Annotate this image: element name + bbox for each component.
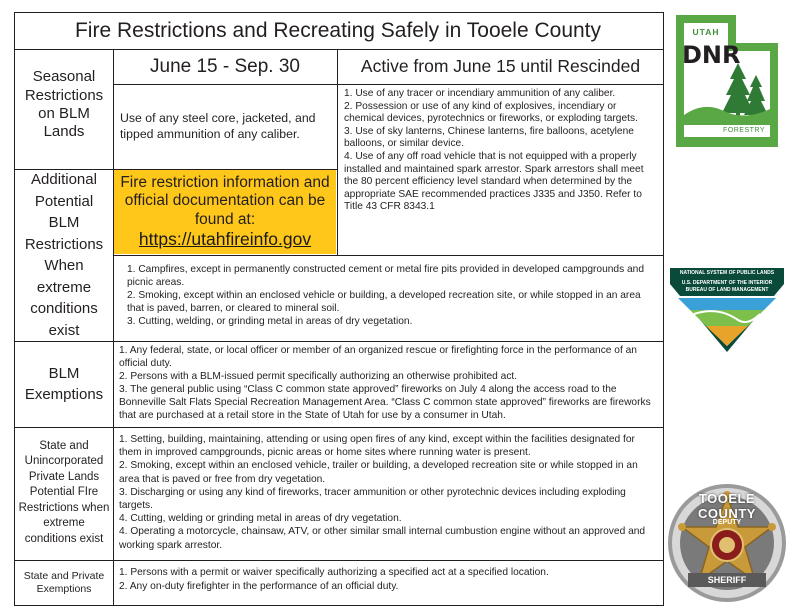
- seasonal-ammo-restriction: Use of any steel core, jacketed, and tipped ammunition of any caliber.: [120, 111, 316, 141]
- page-title: Fire Restrictions and Recreating Safely in Tooele County: [74, 19, 602, 42]
- list-item: 4. Cutting, welding or grinding metal in areas of dry vegetation.: [119, 513, 402, 525]
- sheriff-top-text: TOOELE COUNTY: [698, 491, 756, 521]
- list-item: 2. Possession or use of any kind of explosives, incendiary or chemical devices, pyrotechnics or fireworks, or exploding targets.: [344, 100, 638, 125]
- list-item: 1. Persons with a permit or waiver specifically authorizing a specified act at a specified location.: [119, 567, 549, 578]
- list-item: 1. Setting, building, maintaining, attending or using open fires of any kind, except within the facilities designated for them in improved campgrounds, picnic areas or home sites where running water is present.: [119, 434, 635, 459]
- blm-exemptions-list: [115, 344, 663, 422]
- label-additional: Additional Potential BLM Restrictions When extreme conditions exist: [24, 171, 104, 339]
- utahfireinfo-link[interactable]: https://utahfireinfo.gov: [138, 229, 312, 250]
- dnr-bottom-text: FORESTRY: [723, 127, 765, 134]
- list-item: 3. The general public using “Class C common state approved” fireworks on July 4 along the access road to the Bonneville Salt Flats Special Recreation Management Area. “Class C common state approved” fireworks are fireworks that are purchased at a retail store in the State of Utah for use by a consumer in Utah.: [119, 384, 651, 421]
- list-item: 1. Campfires, except in permanently constructed cement or metal fire pits provided in developed campgrounds and picnic areas.: [127, 264, 645, 288]
- state-exemptions-list: [115, 566, 663, 593]
- header-active: Active from June 15 until Rescinded: [360, 56, 641, 76]
- dnr-main-text: DNR: [682, 41, 741, 69]
- list-item: 3. Discharging or using any kind of fireworks, tracer ammunition or other pyrotechnic devices including exploding targets.: [119, 486, 626, 512]
- blm-top-text: NATIONAL SYSTEM OF PUBLIC LANDS: [679, 270, 775, 276]
- list-item: 1. Use of any tracer or incendiary ammunition of any caliber.: [344, 88, 616, 99]
- additional-restrictions-list: [123, 263, 661, 328]
- label-state-exemptions: State and Private Exemptions: [23, 570, 105, 595]
- list-item: 2. Persons with a BLM-issued permit specifically authorizing an otherwise prohibited act.: [119, 371, 518, 382]
- info-box: [114, 170, 336, 254]
- blm-line1-text: U.S. DEPARTMENT OF THE INTERIOR: [681, 280, 773, 286]
- list-item: 2. Smoking, except within an enclosed vehicle, trailer or building, a developed recreation site or while stopped in an area that is paved or free from dry vegetation.: [119, 460, 638, 485]
- label-state-potential: State and Unincorporated Private Lands Potential FIre Restrictions when extreme conditions exist: [18, 439, 110, 545]
- dnr-top-text: UTAH: [692, 27, 720, 37]
- list-item: 1. Any federal, state, or local officer or member of an organized rescue or firefighting force in the performance of an official duty.: [119, 345, 637, 369]
- list-item: 2. Any on-duty firefighter in the performance of an official duty.: [119, 580, 399, 592]
- blm-line2-text: BUREAU OF LAND MANAGEMENT: [685, 287, 769, 293]
- list-item: 3. Use of sky lanterns, Chinese lanterns, fire balloons, acetylene balloons, or similar device.: [344, 125, 634, 150]
- blm-logo: [668, 266, 786, 354]
- list-item: 4. Operating a motorcycle, chainsaw, ATV, or other similar small internal cumbustion engine without an approved and working spark arrestor.: [119, 526, 646, 551]
- utah-dnr-logo: [674, 13, 780, 149]
- label-seasonal: Seasonal Restrictions on BLM Lands: [24, 68, 104, 141]
- state-restrictions-list: [115, 433, 663, 552]
- sheriff-mid-text: DEPUTY: [712, 519, 742, 526]
- list-item: 3. Cutting, welding, or grinding metal in areas of dry vegetation.: [127, 316, 413, 327]
- seasonal-restrictions-list: [340, 88, 662, 214]
- sheriff-bottom-text: SHERIFF: [707, 575, 747, 585]
- tooele-sheriff-badge: [666, 481, 788, 605]
- list-item: 2. Smoking, except within an enclosed vehicle or building, a developed recreation site, or while stopped in an area that is paved, barren, or cleared to mineral soil.: [127, 290, 641, 314]
- list-item: 4. Use of any off road vehicle that is not equipped with a properly installed and maintained spark arrestor. Spark arrestors shall meet the 80 percent efficiency level standard when determined by the appropriate SAE recommended practices J335 and J350. Refer to Title 43 CFR 8343.1: [344, 150, 644, 213]
- label-blm-exemptions: BLM Exemptions: [24, 365, 104, 403]
- info-text: Fire restriction information and official documentation can be found at:: [120, 173, 330, 228]
- header-june-sep: June 15 - Sep. 30: [150, 55, 300, 77]
